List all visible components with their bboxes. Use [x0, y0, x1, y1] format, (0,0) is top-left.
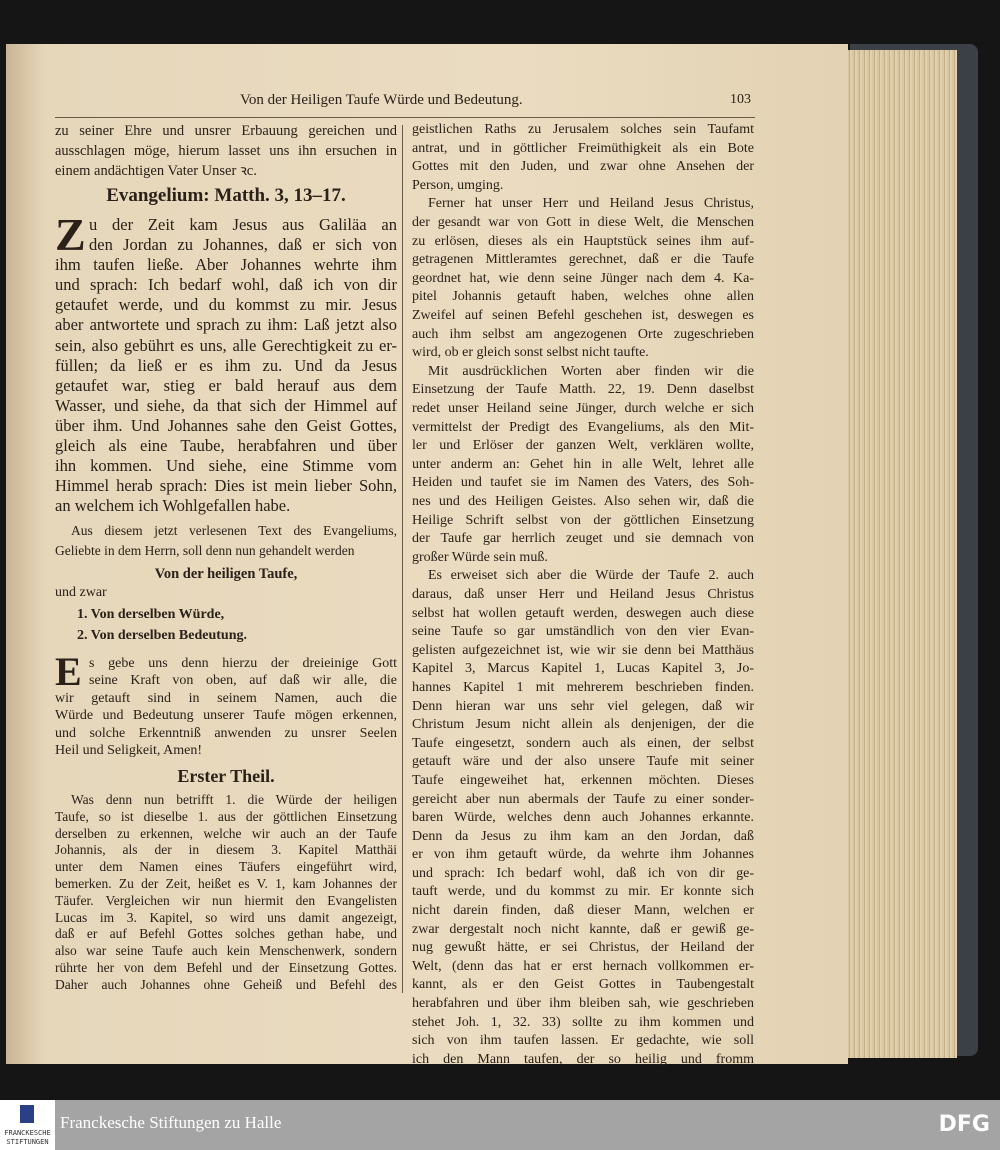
- text-line: Kapitel 3, Marcus Kapitel 1, Lucas Kapitel 3, Jo-: [412, 661, 754, 677]
- logo-text: FRANCKESCHE: [4, 1129, 51, 1137]
- text-line: vermittelst der Predigt des Evangeliums, als den Mit-: [412, 419, 754, 435]
- text-line: s gebe uns denn hierzu der dreieinige Gott: [89, 656, 397, 671]
- text-line: Denn da Jesus zu ihm kam an den Jordan, daß: [412, 828, 754, 844]
- footer-bar: [0, 1100, 1000, 1150]
- text-line: getauft wäre und der also unsere Taufe mit seiner: [412, 754, 754, 770]
- text-line: Gottes mit den Juden, und zwar ohne Ansehen der: [412, 159, 754, 175]
- text-line: kannt, als er den Geist Gottes in Taubengestalt: [412, 977, 754, 993]
- text-line: Heil und Seligkeit, Amen!: [55, 743, 202, 759]
- text-line: Geliebte in dem Herrn, soll denn nun gehandelt werden: [55, 543, 355, 558]
- text-line: hannes Kapitel 1 mit mehrerem beschrieben finden.: [412, 679, 754, 695]
- gospel-text: [55, 215, 397, 516]
- theme-title: Von der heiligen Taufe,: [154, 566, 298, 582]
- text-line: baren Würde, welches denn auch Johannes erkannte.: [412, 810, 754, 826]
- part1-paragraph: [55, 792, 397, 994]
- text-line: nug gewußt hätte, er sei Christus, der Heiland der: [412, 940, 754, 956]
- section-heading: Erster Theil.: [177, 766, 275, 786]
- institution-name[interactable]: Franckesche Stiftungen zu Halle: [60, 1113, 282, 1132]
- text-line: Was denn nun betrifft 1. die Würde der heiligen: [71, 792, 397, 807]
- text-line: derselben zu erkennen, welche wir auch an der Taufe: [55, 825, 397, 841]
- prayer-paragraph: [55, 655, 397, 759]
- text-line: zu seiner Ehre und unsrer Erbauung gereichen und: [55, 123, 397, 139]
- text-line: aber antwortete und sprach zu ihm: Laß jetzt also: [55, 315, 397, 335]
- text-line: antrat, und in göttlicher Freimüthigkeit als ein Bote: [412, 140, 754, 156]
- drop-cap: Z: [55, 209, 86, 260]
- institution-logo[interactable]: [0, 1100, 55, 1150]
- text-line: einem andächtigen Vater Unser ꝛc.: [55, 163, 257, 179]
- text-line: Taufe eingeweihet hat, erkennen möchten. Dieses: [412, 772, 754, 788]
- text-line: zu erlösen, dieses als ein Hauptstück seines ihm auf-: [412, 233, 754, 249]
- column-divider: [402, 125, 403, 993]
- text-line: Täufer. Vergleichen wir nun hiermit den Evangelisten: [55, 892, 397, 908]
- text-line: ler und Erlöser der ganzen Welt, verklären wollte,: [412, 438, 754, 454]
- text-line: seine Kraft von oben, auf daß wir alle, die: [89, 673, 397, 689]
- drop-cap: E: [55, 649, 82, 694]
- logo-text: STIFTUNGEN: [6, 1138, 49, 1146]
- text-line: daß er auf Befehl Gottes solches gethan habe, und: [55, 926, 397, 942]
- section-heading: Evangelium: Matth. 3, 13–17.: [106, 185, 346, 206]
- text-line: Würde und Bedeutung unserer Taufe mögen erkennen,: [55, 708, 397, 724]
- text-line: daraus, daß unser Herr und Heiland Jesus Christus: [412, 586, 754, 602]
- right-paragraph: [412, 195, 754, 362]
- text-line: getragenen Mittleramtes gerechnet, daß er die Taufe: [412, 252, 754, 268]
- right-paragraph: [412, 121, 754, 195]
- intro-paragraph: [55, 121, 397, 181]
- header-rule: [55, 117, 755, 118]
- text-line: auch ihm selbst am angezogenen Orte zugeschrieben: [412, 326, 754, 342]
- text-line: Heilige Schrift selbst von der göttlichen Einsetzung: [412, 512, 754, 528]
- text-line: ihm taufen ließe. Aber Johannes wehrte ihm: [55, 255, 397, 275]
- text-line: Ferner hat unser Herr und Heiland Jesus Christus,: [428, 196, 754, 212]
- text-line: den Jordan zu Johannes, daß er sich von: [89, 235, 397, 255]
- text-line: füllen; da ließ er es ihm zu. Und da Jesus: [55, 355, 397, 375]
- text-line: sich von ihm taufen lassen. Er gedachte, wie soll: [412, 1033, 754, 1049]
- text-line: seine Taufe so gar umständlich von den vier Evan-: [412, 624, 754, 640]
- text-line: stehet Joh. 1, 32. 33) sollte zu ihm kommen und: [412, 1014, 754, 1030]
- running-title: Von der Heiligen Taufe Würde und Bedeutung.: [240, 92, 523, 108]
- text-line: rührte her von dem Befehl und der Einsetzung Gottes.: [55, 959, 397, 975]
- text-line: der Taufe gar herrlich zeuget und sie demnach von: [412, 531, 754, 547]
- text-line: der gesandt war von Gott in diese Welt, die Menschen: [412, 214, 754, 230]
- text-line: getaufet war, stieg er bald herauf aus dem: [55, 375, 397, 395]
- text-line: über ihm. Und Johannes sahe den Geist Gottes,: [55, 415, 397, 435]
- text-line: geistlichen Raths zu Jerusalem solches sein Taufamt: [412, 122, 754, 137]
- text-line: Es erweiset sich aber die Würde der Taufe 2. auch: [428, 568, 754, 584]
- text-line: selbst hat wollen getauft werden, deswegen auch diese: [412, 605, 754, 621]
- text-line: unter dem Namen eines Täufers eingeführt wird,: [55, 859, 397, 875]
- text-line: u der Zeit kam Jesus aus Galiläa an: [89, 215, 397, 234]
- page-number: 103: [730, 92, 751, 107]
- text-line: unter anderm an: Gehet hin in alle Welt, lehret alle: [412, 456, 754, 472]
- text-line: wir getauft sind in seinem Namen, auch die: [55, 690, 397, 706]
- building-icon: [20, 1105, 34, 1123]
- text-line: Person, umging.: [412, 177, 504, 193]
- text-line: bemerken. Zu der Zeit, heißet es V. 1, kam Johannes der: [55, 875, 397, 891]
- text-line: Heiden und taufet sie im Namen des Vaters, des Soh-: [412, 475, 754, 491]
- text-line: getaufet werde, und du kommst zu mir. Jesus: [55, 295, 397, 315]
- text-line: pitel Johannis getauft haben, welches ohne allen: [412, 289, 754, 305]
- text-line: geordnet hat, wie denn seine Jünger nach dem 4. Ka-: [412, 270, 754, 286]
- page-edges: [842, 50, 957, 1058]
- text-line: ihn kommen. Und siehe, eine Stimme vom: [55, 456, 397, 476]
- text-line: gleich als eine Taube, herabfahren und über: [55, 436, 397, 456]
- text-line: er von ihm getauft würde, da wehrte ihm Johannes: [412, 847, 754, 863]
- text-line: großer Würde sein muß.: [412, 549, 548, 565]
- text-line: wird, ob er gleich sonst selbst nicht taufte.: [412, 345, 649, 361]
- text-line: Denn hieran war uns sehr viel gelegen, daß wir: [412, 698, 754, 714]
- right-paragraph: [412, 363, 754, 568]
- text-line: gereicht aber nun abermals der Taufe zu einer sonder-: [412, 791, 754, 807]
- part-item: 2. Von derselben Bedeutung.: [77, 628, 247, 643]
- text-line: nes und des Heiligen Geistes. Also sehen wir, daß die: [412, 493, 754, 509]
- dfg-logo: DFG: [938, 1112, 990, 1137]
- text-line: Zweifel auf seinen Befehl geschehen ist, deswegen es: [412, 307, 754, 323]
- part-item: 1. Von derselben Würde,: [77, 607, 225, 622]
- text-line: ich den Mann taufen, der so heilig und fromm: [412, 1051, 754, 1067]
- text-line: also war seine Taufe auch kein Menschenwerk, sondern: [55, 943, 397, 959]
- text-line: Christum Jesum nicht allein als denjenigen, der die: [412, 717, 754, 733]
- text-line: tauft werde, und du kommst zu mir. Er konnte sich: [412, 884, 754, 900]
- text-line: und sprach: Ich bedarf wohl, daß ich von dir ge-: [412, 865, 754, 881]
- text-line: Aus diesem jetzt verlesenen Text des Evangeliums,: [71, 523, 397, 538]
- text-line: Taufe, so ist dieselbe 1. aus der göttlichen Einsetzung: [55, 808, 397, 824]
- text-line: redet unser Heiland seine Jünger, durch welche er sich: [412, 400, 754, 416]
- text-line: und sprach: Ich bedarf wohl, daß ich von dir: [55, 275, 397, 295]
- text-line: gelisten aufgezeichnet ist, wie wir sie denn bei Matthäus: [412, 642, 754, 658]
- text-line: an welchem ich Wohlgefallen habe.: [55, 496, 291, 516]
- theme-intro: [55, 521, 397, 561]
- text-line: Welt, (denn das hat er erst hernach vollkommen er-: [412, 958, 754, 974]
- text: und zwar: [55, 585, 107, 600]
- text-line: Wasser, und siehe, da that sich der Himmel auf: [55, 395, 397, 415]
- text-line: Johannis, als der in diesem 3. Kapitel Matthäi: [55, 842, 397, 858]
- text-line: und solche Erkenntniß anwenden zu unsrer Seelen: [55, 725, 397, 741]
- text-line: sein, also gebührt es uns, alle Gerechtigkeit zu er-: [55, 335, 397, 355]
- text-line: Mit ausdrücklichen Worten aber finden wir die: [428, 363, 754, 379]
- text-line: nicht darein finden, daß dieser Mann, welchen er: [412, 903, 754, 919]
- text-line: Taufe eingesetzt, sondern auch als einen, der selbst: [412, 735, 754, 751]
- text-line: Daher auch Johannes ohne Geheiß und Befehl des: [55, 976, 397, 992]
- text-line: Lucas im 3. Kapitel, so wird uns damit angezeigt,: [55, 909, 397, 925]
- right-paragraph: [412, 567, 754, 1069]
- text-line: herabfahren und über ihm bleiben sah, wie geschrieben: [412, 996, 754, 1012]
- text-line: Einsetzung der Taufe Matth. 22, 19. Denn daselbst: [412, 382, 754, 398]
- text-line: ausschlagen möge, hierum lasset uns ihn ersuchen in: [55, 143, 397, 159]
- text-line: zwar dergestalt noch nicht kannte, daß er gewiß ge-: [412, 921, 754, 937]
- text-line: Himmel herab sprach: Dies ist mein lieber Sohn,: [55, 476, 397, 496]
